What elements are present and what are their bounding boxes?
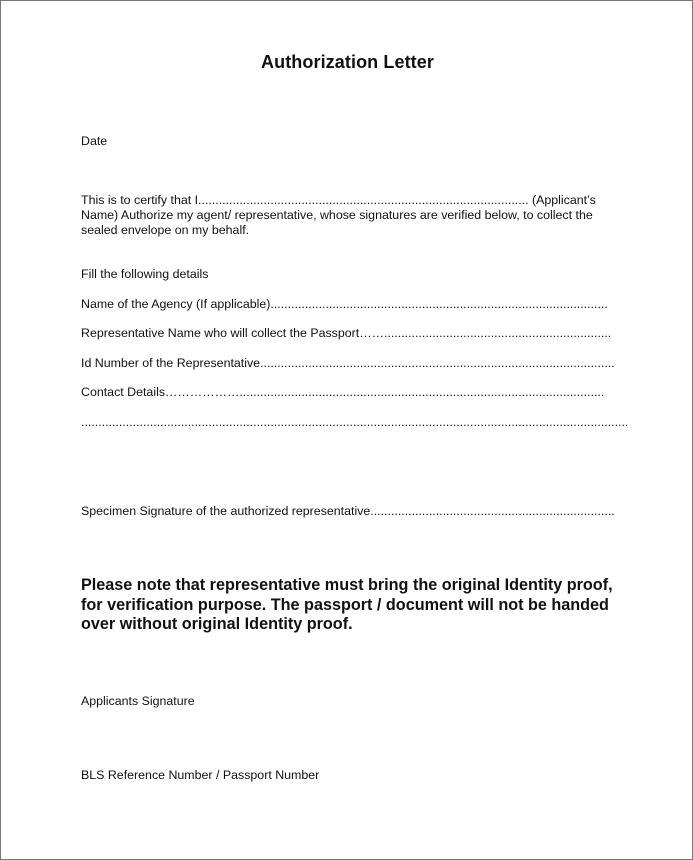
applicants-signature-label: Applicants Signature [81,694,195,708]
date-label: Date [81,134,108,148]
note-line: over without original Identity proof. [81,615,353,633]
representative-id-field: Id Number of the Representative....................................................................................................... [81,356,615,370]
contact-details-continuation-line: ............................................................................................................................................................... [81,415,629,429]
specimen-signature-field: Specimen Signature of the authorized representative....................................................................... [81,504,615,518]
certify-paragraph [81,193,621,238]
agency-name-field: Name of the Agency (If applicable).................................................................................................. [81,297,608,311]
document-title: Authorization Letter [261,52,434,72]
certify-line: sealed envelope on my behalf. [81,223,250,237]
certify-line: This is to certify that I................................................................................................ (Applicant’s [81,193,596,207]
reference-number-label: BLS Reference Number / Passport Number [81,768,320,782]
fill-details-label: Fill the following details [81,267,209,281]
verification-note [81,576,641,635]
note-line: for verification purpose. The passport / document will not be handed [81,595,609,614]
note-line: Please note that representative must bring the original Identity proof, [81,576,613,594]
certify-line: Name) Authorize my agent/ representative, whose signatures are verified below, to collect the [81,208,593,222]
representative-name-field: Representative Name who will collect the Passport…….................................................................. [81,326,612,340]
contact-details-field: Contact Details……………….......................................................................................................... [81,385,605,399]
